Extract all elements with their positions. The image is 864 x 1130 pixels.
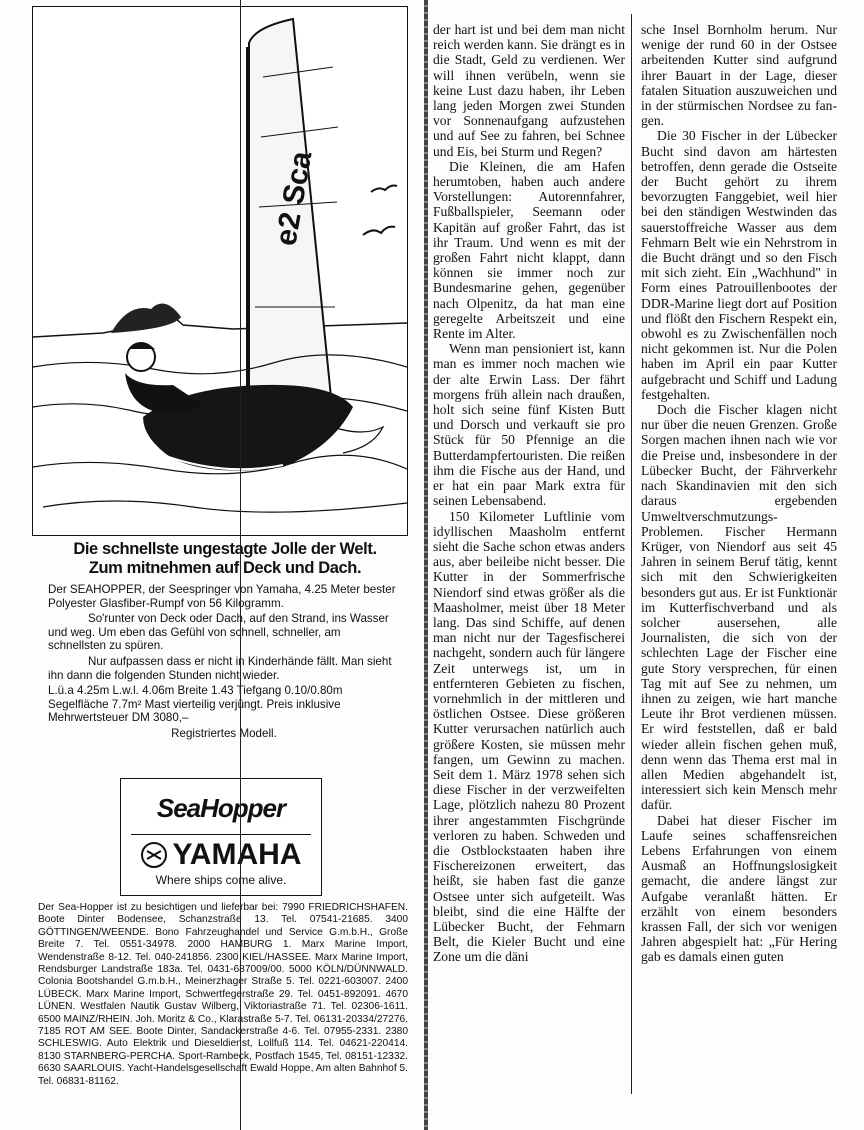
paragraph: 150 Kilometer Luftlinie vom idyllischen Maasholm entfernt sieht die Sache schon etwas anders aus, aber beileibe nicht besser. Die Kutter in der Sommerfrische Niendorf sind etwas größer als die Maasholmer, meist über 18 Meter lang. Das sind Schiffe, auf denen man nicht nur der Tagesfischerei nachgeht, sondern auch für längere Zeit unterwegs ist, um in entfernteren Gebieten zu fischen, vornehmlich in der mittleren und östlichen Ostsee. Diese größeren Kutter verursachen natürlich auch größere Kosten, sie müssen mehr fangen, um Gewinn zu machen. Seit dem 1. März 1978 sehen sich diese Fischer in der verzweifelten Lage, plötzlich nahezu 80 Prozent ihrer angestammten Fischgründe verloren zu haben. Schweden und die Ostblockstaaten haben ihre Fischereizonen erweitert, das heißt, sie haben fast die ganze Ostsee unter sich aufgeteilt. Was bleibt, sind die eine Hälfte der Lübecker Bucht, der Fehmarn Belt, die Kieler Bucht und eine Zone um die däni — [433, 508, 625, 965]
yamaha-tuning-fork-icon — [141, 842, 167, 868]
sailing-dinghy-illustration — [32, 6, 408, 536]
paragraph: Wenn man pensioniert ist, kann man es immer noch machen wie der alte Erwin Lass. Der fährt morgens früh allein nach draußen, holt sich seine fünf Kisten Butt und Dorsch und verkauft sie pro Stück für 50 Pfennige an die Butterdampfertouristen. Die reißen ihm die Fische aus der Hand, und er hat ein paar Mark extra für seinen Lebensabend. — [433, 341, 625, 509]
paragraph: Registriertes Modell. — [171, 726, 277, 740]
paragraph: Nur aufpassen dass er nicht in Kinderhände fällt. Man sieht ihn dann die folgenden Stunden nicht wieder. — [48, 654, 392, 682]
column-divider — [424, 0, 428, 1130]
ad-headline-line: Die schnellste ungestagte Jolle der Welt. — [73, 540, 377, 558]
yamaha-wordmark: YAMAHA — [172, 838, 302, 871]
article-column-2 — [641, 22, 837, 965]
ad-headline-line: Zum mitnehmen auf Deck und Dach. — [88, 559, 362, 577]
brand-logo-box — [120, 778, 322, 896]
paragraph: sche Insel Bornholm herum. Nur wenige der rund 60 in der Ostsee arbeitenden Kutter sind aufgrund ihrer Bauart in der Lage, dieser fatalen Situation auszuweichen und in der stürmischen Nordsee zu fangen. — [641, 22, 837, 129]
paragraph: L.ü.a 4.25m L.w.l. 4.06m Breite 1.43 Tiefgang 0.10/0.80m Segelfläche 7.7m² Mast vierteilig verjüngt. Preis inklusive Mehrwertsteuer DM 3080,– — [48, 684, 343, 725]
paragraph: Dabei hat dieser Fischer im Laufe seines schaffensreichen Lebens Erfahrungen von einem Ausmaß an Hoffnungslosigkeit gemacht, die andere längst zur Aufgabe veranlaßt hätten. Er erzählt von einem besonders krassen Fall, der sich vor wenigen Jahren abgespielt hat: „Für Hering gab es damals einen guten — [641, 812, 837, 965]
dinghy-drawing — [33, 7, 407, 535]
sail-marking: e2 Sca — [269, 148, 319, 249]
seahopper-advertisement — [0, 0, 420, 1130]
brand-slogan: Where ships come alive. — [155, 873, 287, 887]
yamaha-logo — [121, 839, 321, 871]
paragraph: der hart ist und bei dem man nicht reich werden kann. Sie drängt es in die Stadt, Geld zu verdienen. Wer will ihnen verübeln, wenn sie keine Lust dazu haben, ihr Leben lang jeden Morgen zwei Stunden vor Sonnenaufgang aufzustehen und auf See zu fahren, bei Schnee und Eis, bei Sturm und Regen? — [433, 22, 625, 159]
ad-headline — [40, 540, 410, 578]
page-fold-line — [240, 0, 241, 1130]
ad-body-copy — [48, 583, 400, 743]
column-rule — [631, 14, 632, 1094]
paragraph: Die 30 Fischer in der Lübecker Bucht sind davon am härtesten betroffen, denn gerade die Ostseite der Bucht gehört zu ihrem bevorzugten Fanggebiet, weil hier bei den ständigen Westwinden das sauerstoffreiche Wasser aus dem Fehmarn Belt wie ein Nehrstrom in die Bucht drängt und so den Fisch mit sich zieht. Ein „Wachhund" in Form eines Patrouillenbootes der DDR-Marine liegt dort auf Position und flößt den Fischern Respekt ein, obwohl es zu Zwischenfällen noch nicht gekommen ist. Nur die Polen haben im April ein paar Kutter aufgebracht und Schiff und Ladung festgehalten. — [641, 128, 837, 402]
seahopper-logo: SeaHopper — [156, 793, 286, 823]
paragraph: Doch die Fischer klagen nicht nur über die neuen Grenzen. Große Sorgen machen ihnen nach wie vor die Preise und, insbesondere in der Lübecker Bucht, der Fährverkehr nach Skandinavien mit den sich daraus ergebenden Umweltverschmutzungs-Problemen. Fischer Hermann Krüger, von Niendorf aus seit 45 Jahren in seinem Beruf tätig, kennt sich mit den Schwierigkeiten besonders gut aus. Er ist Funktionär im Kutterfischverband und als solcher ausersehen, alle Journalisten, die sich von der schlechten Lage der Fischer eine gute Story versprechen, für einen Tag mit auf See zu nehmen, um ihnen zu zeigen, wie hart manche Leute ihr Brot verdienen müssen. Er wird feststellen, daß er bald wieder allein fischen gehen muß, denn wenn das Thema erst mal in allen Medien abgehandelt ist, interessiert sich kein Mensch mehr dafür. — [641, 402, 837, 813]
island-trees — [111, 304, 181, 333]
seagull-icon — [363, 227, 395, 235]
logo-divider — [131, 834, 311, 835]
horizon-line — [33, 307, 407, 337]
dealer-list — [38, 902, 408, 1088]
dealer-list-text: Der Sea-Hopper ist zu besichtigen und lieferbar bei: 7990 FRIEDRICHSHAFEN. Boote Dinter Bodensee, Schanzstraße 13. Tel. 07541-21685. 3400 GÖTTINGEN/WEENDE. Bono Fahrzeughandel und Service G.m.b.H., Große Breite 7. Tel. 0551-34978. 2000 HAMBURG 1. Marx Marine Import, Wendenstraße 8-12. Tel. 040-241856. 2300 KIEL/HASSEE. Marx Marine Import, Rendsburger Landstraße 183a. Tel. 0431-687009/00. 5000 KÖLN/DÜNNWALD. Colonia Bootshandel G.m.b.H., Meinerzhager Straße 5. Tel. 0221-603007. 2400 LÜBECK. Marx Marine Import, Schwertfegerstraße 29. Tel. 0451-892091. 4670 LÜNEN. Westfalen Nautik Gustav Wilberg, Viktoriastraße 71. Tel. 02306-1611. 6500 MAINZ/RHEIN. Joh. Moritz & Co., Klarastraße 5-7. Tel. 06131-20334/27276. 7185 ROT AM SEE. Boote Dinter, Sandackerstraße 4-6. Tel. 07955-2331. 2380 SCHLESWIG. Auto Elektrik und Dieseldienst, Lollfuß 114. Tel. 04621-220414. 8130 STARNBERG-PERCHA. Sport-Rambeck, Postfach 1545, Tel. 08151-12332. 6630 SAARLOUIS. Yacht-Handelsgesellschaft Ewald Hoppe, Am alten Bahnhof 5. Tel. 06831-81162. — [38, 902, 408, 1087]
paragraph: So'runter von Deck oder Dach, auf den Strand, ins Wasser und weg. Um eben das Gefühl von schnell, schneller, am schnellsten zu spüren. — [48, 612, 389, 653]
sailor-body — [125, 373, 203, 414]
paragraph: Der SEAHOPPER, der Seespringer von Yamaha, 4.25 Meter bester Polyester Glasfiber-Rumpf von 56 Kilogramm. — [48, 583, 396, 610]
seagull-icon — [371, 186, 397, 193]
paragraph: Die Kleinen, die am Hafen herumtoben, haben auch andere Vorstellungen: Autorennfahrer, Fußballspieler, Seemann oder Kapitän auf großer Fahrt, das ist ihr Traum. Und wenn es mit der großen Fahrt nicht klappt, dann können sie immer noch zur Bundesmarine gehen, gegenüber nach Olpenitz, da hat man eine geregelte Arbeitszeit und eine Rente im Alter. — [433, 158, 625, 342]
article-column-1 — [433, 22, 625, 965]
